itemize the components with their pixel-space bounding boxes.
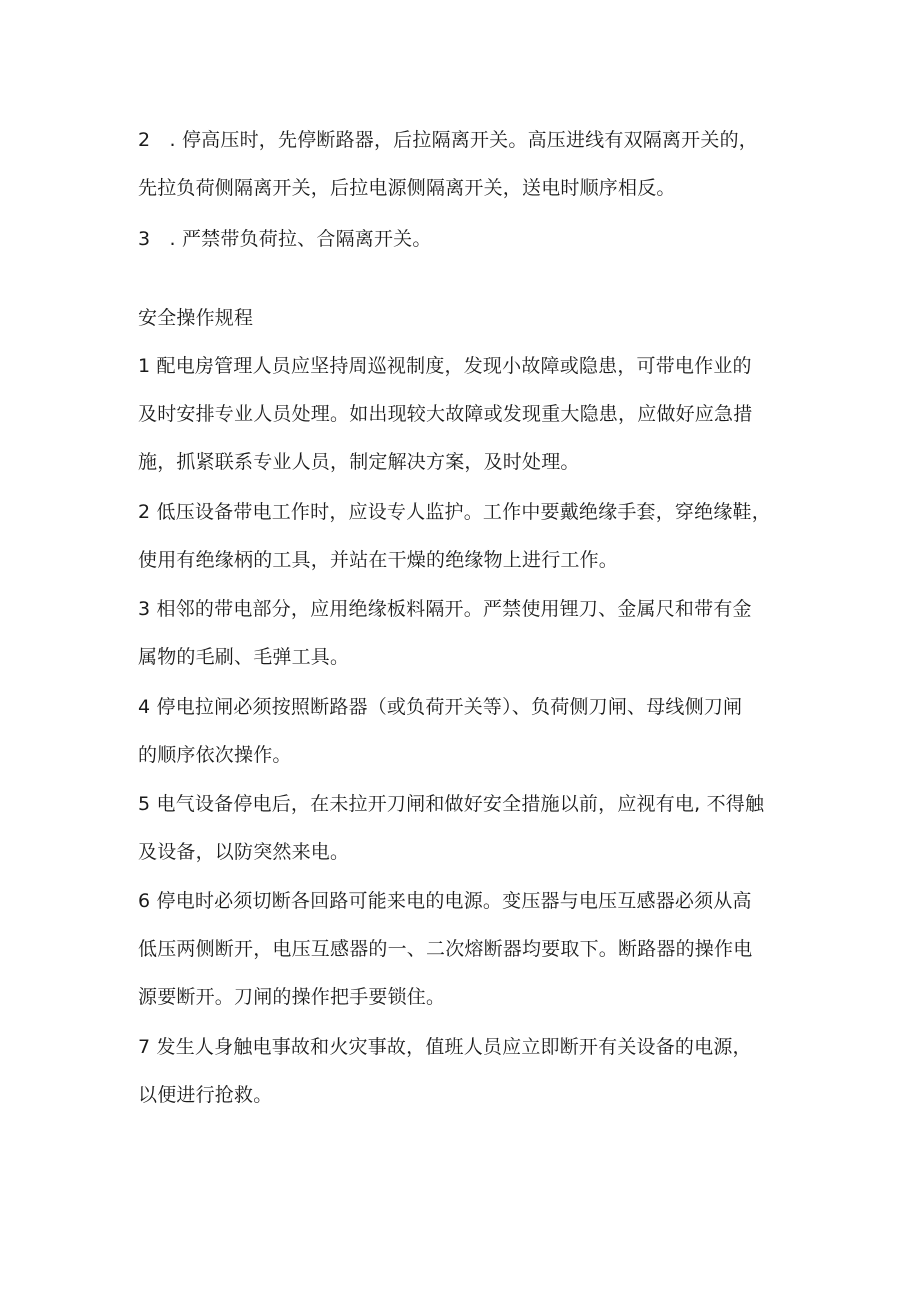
intro-item-2: [138, 116, 798, 212]
rule-2: [138, 488, 798, 584]
rule-6: [138, 877, 798, 1021]
text-line: 3 . 严禁带负荷拉、合隔离开关。: [138, 228, 432, 250]
text-line: 6 停电时必须切断各回路可能来电的电源。变压器与电压互感器必须从高: [138, 890, 752, 912]
rule-4: [138, 683, 798, 779]
intro-item-3: [138, 215, 798, 263]
rule-5: [138, 780, 798, 876]
text-line: 及时安排专业人员处理。如出现较大故障或发现重大隐患，应做好应急措: [138, 403, 753, 425]
text-line: 及设备，以防突然来电。: [138, 841, 350, 863]
text-line: 属物的毛刷、毛弹工具。: [138, 646, 350, 668]
text-line: 施，抓紧联系专业人员，制定解决方案，及时处理。: [138, 451, 580, 473]
text-line: 2 低压设备带电工作时，应设专人监护。工作中要戴绝缘手套，穿绝缘鞋，: [138, 501, 771, 523]
rule-1: [138, 342, 798, 486]
text-line: 使用有绝缘柄的工具，并站在干燥的绝缘物上进行工作。: [138, 549, 619, 571]
text-line: 7 发生人身触电事故和火灾事故，值班人员应立即断开有关设备的电源，: [138, 1036, 752, 1058]
text-line: 先拉负荷侧隔离开关，后拉电源侧隔离开关，送电时顺序相反。: [138, 177, 676, 199]
text-line: 以便进行抢救。: [138, 1084, 273, 1106]
text-line: 3 相邻的带电部分，应用绝缘板料隔开。严禁使用锂刀、金属尺和带有金: [138, 598, 752, 620]
text-line: 源要断开。刀闸的操作把手要锁住。: [138, 986, 446, 1008]
text-line: 1 配电房管理人员应坚持周巡视制度，发现小故障或隐患，可带电作业的: [138, 355, 752, 377]
section-title: [138, 294, 798, 342]
text-line: 5 电气设备停电后，在未拉开刀闸和做好安全措施以前，应视有电, 不得触: [138, 793, 765, 815]
text-line: 的顺序依次操作。: [138, 744, 292, 766]
rule-3: [138, 585, 798, 681]
rule-7: [138, 1023, 798, 1119]
text-line: 低压两侧断开，电压互感器的一、二次熔断器均要取下。断路器的操作电: [138, 938, 753, 960]
section-title-text: 安全操作规程: [138, 307, 254, 329]
text-line: 2 . 停高压时，先停断路器，后拉隔离开关。高压进线有双隔离开关的，: [138, 129, 758, 151]
text-line: 4 停电拉闸必须按照断路器（或负荷开关等）、负荷侧刀闸、母线侧刀闸: [138, 696, 743, 718]
